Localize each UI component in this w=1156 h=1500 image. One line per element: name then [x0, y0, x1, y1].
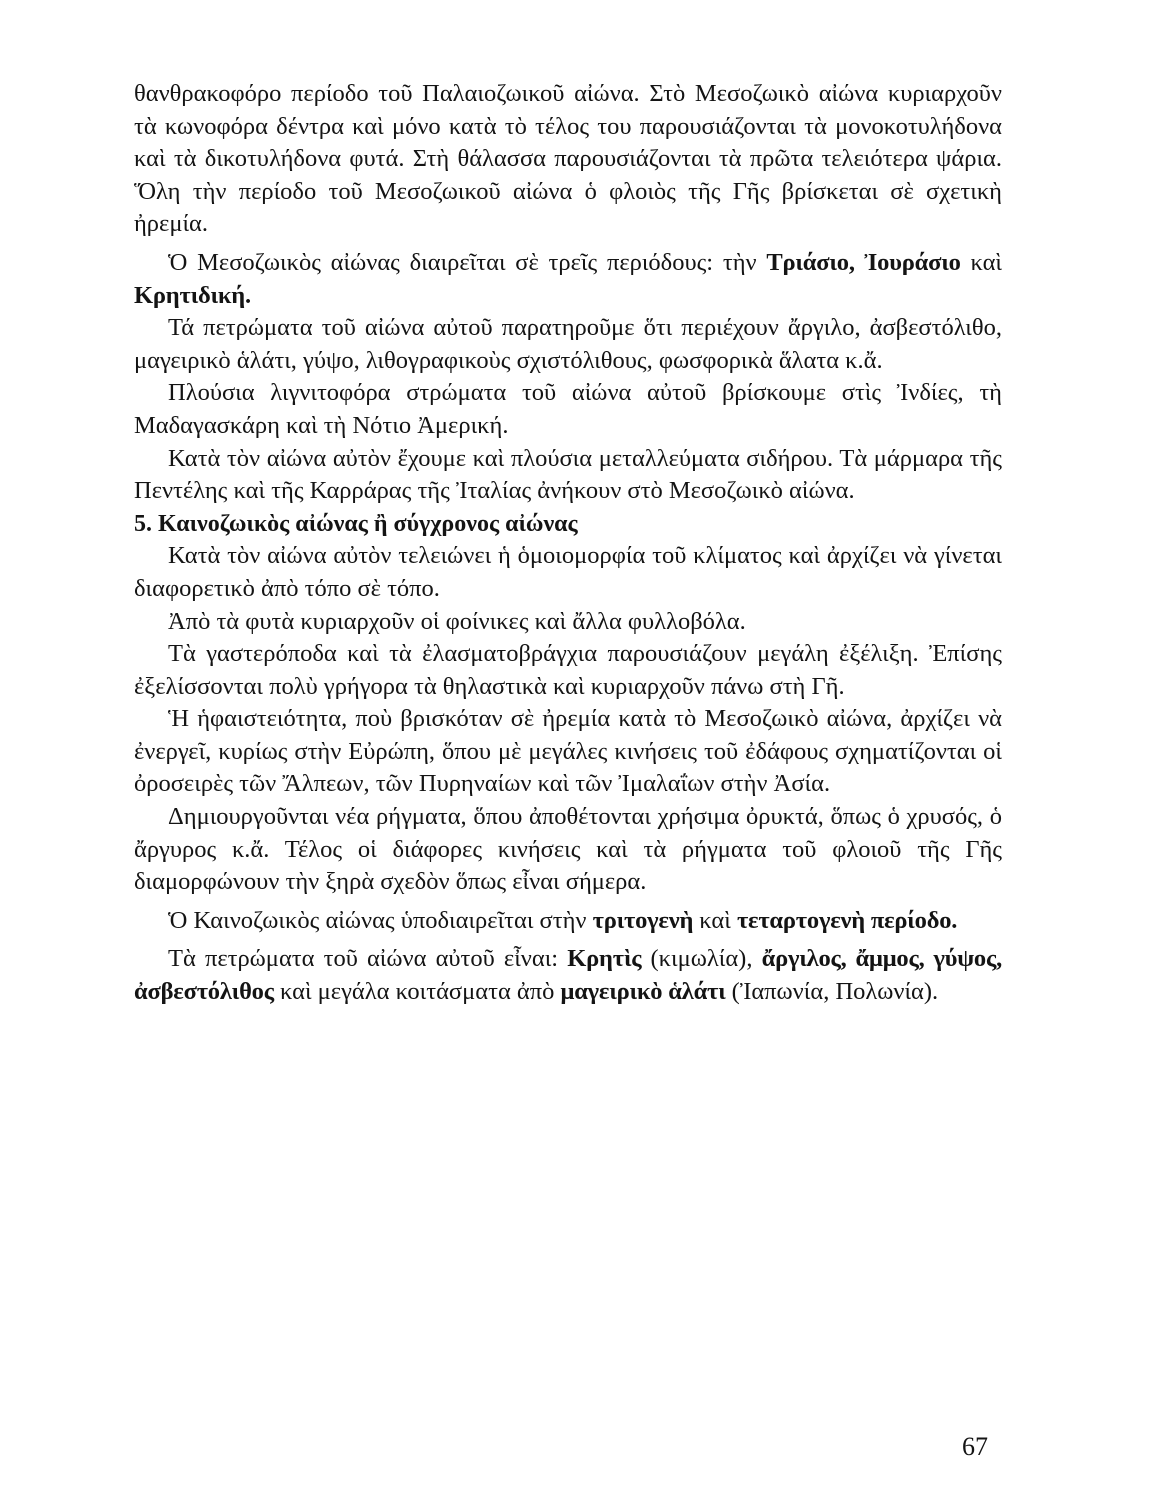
paragraph: Τὰ γαστερόποδα καὶ τὰ ἐλασματοβράγχια παρουσιάζουν μεγάλη ἐξέλιξη. Ἐπίσης ἐξελίσσονται πολὺ γρήγορα τὰ θηλαστικὰ καὶ κυριαρχοῦν πάνω στὴ Γῆ.: [134, 640, 1002, 700]
section-heading: 5. Καινοζωικὸς αἰώνας ἢ σύγχρονος αἰώνας: [134, 510, 578, 537]
paragraph: Πλούσια λιγνιτοφόρα στρώματα τοῦ αἰώνα αὐτοῦ βρίσκουμε στὶς Ἰνδίες, τὴ Μαδαγασκάρη καὶ τὴ Νότιο Ἀμερική.: [134, 379, 1002, 439]
bold-term: μαγειρικὸ ἁλάτι: [560, 978, 726, 1006]
text-span: (κιμωλία),: [641, 945, 762, 973]
text-span: Τὰ πετρώματα τοῦ αἰώνα αὐτοῦ εἶναι:: [168, 945, 568, 973]
paragraph: Ἡ ἡφαιστειότητα, ποὺ βρισκόταν σὲ ἠρεμία κατὰ τὸ Μεσοζωικὸ αἰώνα, ἀρχίζει νὰ ἐνεργεῖ, κυρίως στὴν Εὐρώπη, ὅπου μὲ μεγάλες κινήσεις τοῦ ἐδάφους σχηματίζονται οἱ ὀροσειρὲς τῶν Ἄλπεων, τῶν Πυρηναίων καὶ τῶν Ἰμαλαΐων στὴν Ἀσία.: [134, 705, 1002, 798]
paragraph: Ἀπὸ τὰ φυτὰ κυριαρχοῦν οἱ φοίνικες καὶ ἄλλα φυλλοβόλα.: [168, 607, 746, 635]
body-text: [134, 78, 1002, 1009]
text-span: καὶ: [693, 906, 737, 934]
paragraph: [134, 905, 1002, 938]
text-span: Ὁ Μεσοζωικὸς αἰώνας διαιρεῖται σὲ τρεῖς περιόδους: τὴν: [168, 248, 767, 276]
paragraph: Κατὰ τὸν αἰώνα αὐτὸν ἔχουμε καὶ πλούσια μεταλλεύματα σιδήρου. Τὰ μάρμαρα τῆς Πεντέλης καὶ τῆς Καρράρας τῆς Ἰταλίας ἀνήκουν στὸ Μεσοζωικὸ αἰώνα.: [134, 444, 1002, 505]
bold-term: Τριάσιο,: [766, 248, 855, 276]
paragraph: Τά πετρώματα τοῦ αἰώνα αὐτοῦ παρατηροῦμε ὅτι περιέχουν ἄργιλο, ἀσβεστόλιθο, μαγειρικὸ ἁλάτι, γύψο, λιθογραφικοὺς σχιστόλιθους, φωσφορικὰ ἅλατα κ.ἄ.: [134, 314, 1002, 374]
text-span: καὶ μεγάλα κοιτάσματα ἀπὸ: [273, 978, 561, 1006]
paragraph: θανθρακοφόρο περίοδο τοῦ Παλαιοζωικοῦ αἰώνα. Στὸ Μεσοζωικὸ αἰώνα κυριαρχοῦν τὰ κωνοφόρα δέντρα καὶ μόνο κατὰ τὸ τέλος του παρουσιάζονται τὰ μονοκοτυλήδονα καὶ τὰ δικοτυλήδονα φυτά. Στὴ θάλασσα παρουσιάζονται τὰ πρῶτα τελειότερα ψάρια. Ὅλη τὴν περίοδο τοῦ Μεσοζωικοῦ αἰώνα ὁ φλοιὸς τῆς Γῆς βρίσκεται σὲ σχετικὴ ἠρεμία.: [134, 80, 1002, 238]
text-span: Ὁ Καινοζωικὸς αἰώνας ὑποδιαιρεῖται στὴν: [168, 906, 593, 934]
paragraph: [134, 247, 1002, 312]
paragraph: Κατὰ τὸν αἰώνα αὐτὸν τελειώνει ἡ ὁμοιομορφία τοῦ κλίματος καὶ ἀρχίζει νὰ γίνεται διαφορετικὸ ἀπὸ τόπο σὲ τόπο.: [134, 542, 1002, 602]
bold-term: Κρητὶς: [567, 945, 642, 973]
page-number: 67: [962, 1432, 988, 1461]
paragraph: Δημιουργοῦνται νέα ρήγματα, ὅπου ἀποθέτονται χρήσιμα ὀρυκτά, ὅπως ὁ χρυσός, ὁ ἄργυρος κ.ἄ. Τέλος οἱ διάφορες κινήσεις καὶ τὰ ρήγματα τοῦ φλοιοῦ τῆς Γῆς διαμορφώνουν τὴν ξηρὰ σχεδὸν ὅπως εἶναι σήμερα.: [134, 803, 1002, 896]
bold-term: τριτογενὴ: [592, 906, 694, 934]
text-span: καὶ: [960, 248, 1003, 276]
text-span: (Ἰαπωνία, Πολωνία).: [725, 978, 939, 1006]
bold-term: Κρητιδική.: [134, 281, 251, 309]
paragraph: [134, 943, 1002, 1008]
bold-term: Ἰουράσιο: [864, 248, 961, 276]
bold-term: ἄργιλος, ἄμμος, γύψος, ἀσβεστόλιθος: [134, 945, 1003, 1006]
bold-term: τεταρτογενὴ περίοδο.: [736, 906, 958, 934]
